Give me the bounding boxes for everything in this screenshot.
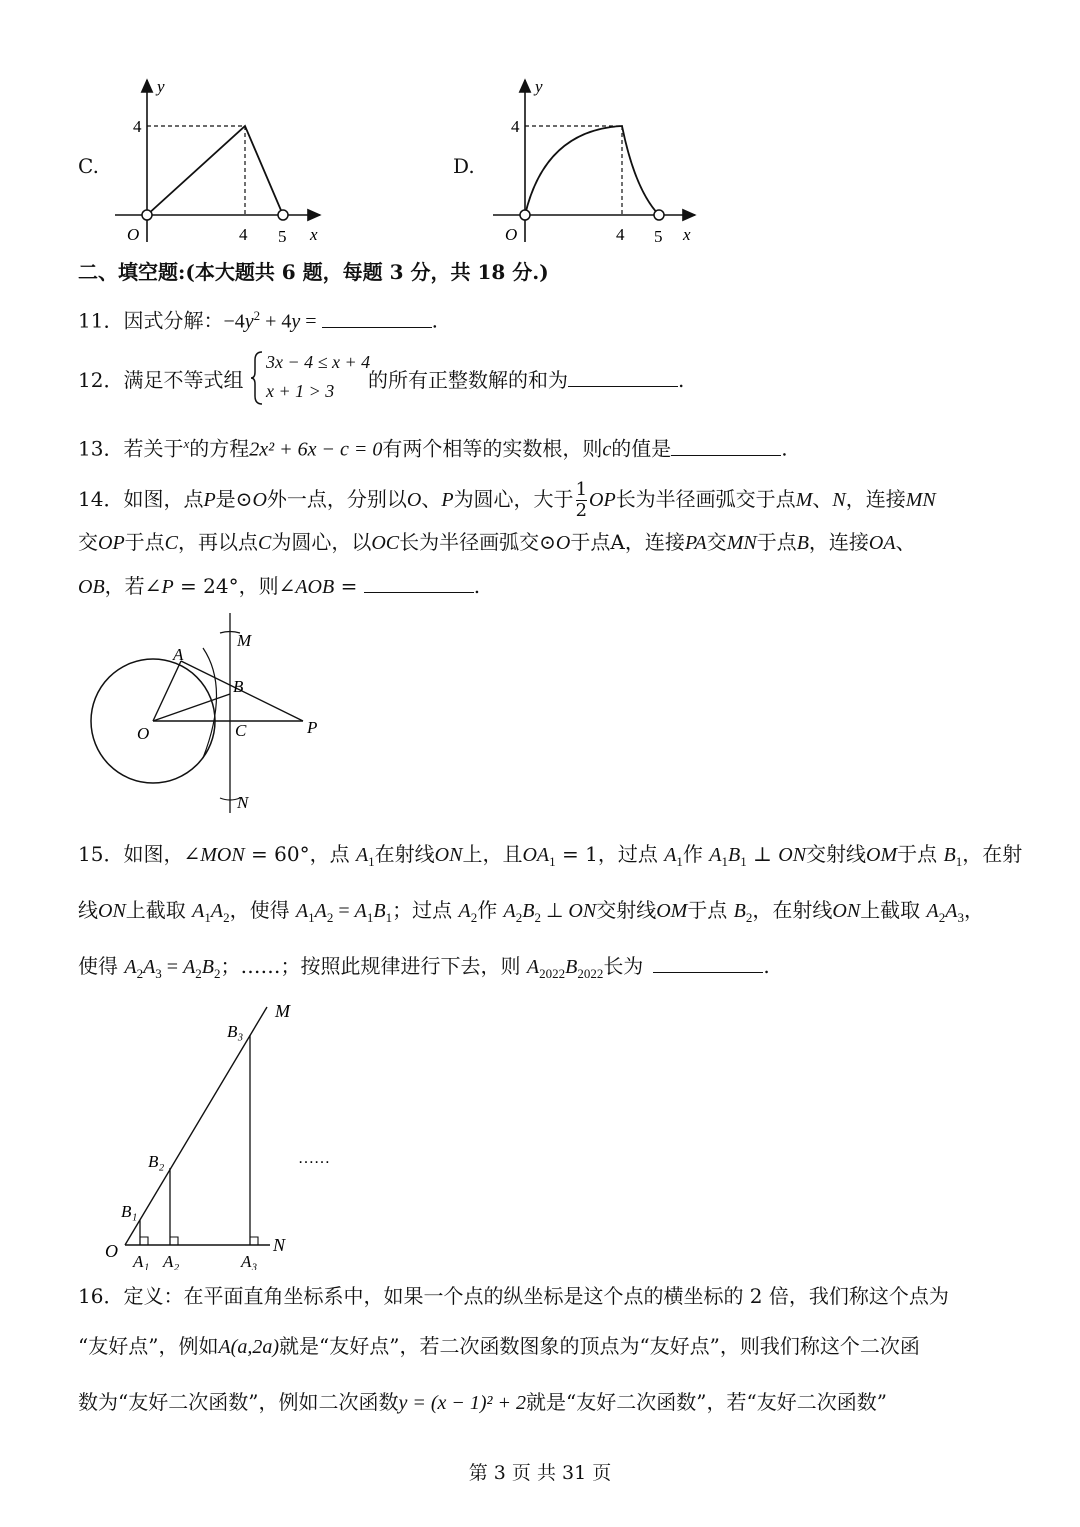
open-point-5 [654, 210, 664, 220]
section-heading: 二、填空题:(本大题共 6 题，每题 3 分，共 18 分.) [78, 260, 549, 284]
question-15-line-1: 15．如图，∠MON = 60°，点 $A_1$在射线ON上，且$OA_1 = 1$，过点 $A_1$作 $A_1B_1$ ⊥ ON交射线OM于点 $B_1$，在射 [78, 842, 1023, 869]
label-o: O [105, 1241, 118, 1261]
label-a2: A₂ [163, 1252, 180, 1270]
page-footer: 第 3 页 共 31 页 [468, 1462, 612, 1484]
y-label: y [157, 77, 165, 96]
option-d-label: D. [453, 154, 475, 178]
open-point-origin [142, 210, 152, 220]
origin-label: O [505, 225, 518, 244]
option-c-graph [105, 70, 335, 250]
label-b3: B₃ [227, 1022, 244, 1041]
label-m: M [237, 631, 252, 650]
x-tick-4: 4 [616, 225, 625, 244]
label-b: B [233, 677, 244, 696]
x-label: x [683, 225, 691, 244]
label-a3: A₃ [241, 1252, 258, 1270]
figure-14 [85, 608, 345, 818]
label-p: P [307, 718, 318, 737]
question-14-line-3: OB，若∠P = 24°，则∠AOB = . [78, 574, 481, 598]
answer-blank[interactable] [568, 368, 678, 387]
x-tick-4: 4 [239, 225, 248, 244]
label-a: A [173, 645, 184, 664]
ineq-line-2: x + 1 > 3 [266, 381, 335, 401]
label-c: C [235, 721, 247, 740]
label-b1: B₁ [121, 1202, 138, 1221]
open-point-origin [520, 210, 530, 220]
question-15-line-3: 使得 $A_2A_3 = A_2B_2$；……；按照此规律进行下去，则 $A_{2022}B_{2022}$长为 . [78, 954, 770, 981]
brace-icon [250, 350, 264, 406]
question-12: 12．满足不等式组 [78, 368, 244, 392]
answer-blank[interactable] [671, 437, 781, 456]
segment-ob [153, 694, 230, 721]
ineq-line-1: 3x − 4 ≤ x + 4 [266, 352, 371, 372]
y-tick-4: 4 [511, 117, 520, 136]
question-13: 13．若关于$^x$的方程2x² + 6x − c = 0有两个相等的实数根，则c的值是 . [78, 436, 788, 461]
graph-d-curve [525, 126, 659, 215]
label-m: M [275, 1001, 290, 1021]
question-11: 11．因式分解：$-4y^2 + 4y$ = . [78, 308, 438, 333]
question-14-line-1: 14．如图，点P是⊙O外一点，分别以O、P为圆心，大于 $\frac{1}{2}$ OP长为半径画弧交于点M、N，连接MN [78, 479, 936, 521]
y-tick-4: 4 [133, 117, 142, 136]
right-angle-1 [140, 1237, 148, 1245]
open-point-5 [278, 210, 288, 220]
question-15-line-2: 线ON上截取 $A_1A_2$，使得 $A_1A_2 = A_1B_1$；过点 $A_2$作 $A_2B_2$ ⊥ ON交射线OM于点 $B_2$，在射线ON上截取 $A_2A_3$， [78, 898, 984, 925]
origin-label: O [127, 225, 140, 244]
question-16-line-1: 16．定义：在平面直角坐标系中，如果一个点的纵坐标是这个点的横坐标的 2 倍，我们称这个点为 [78, 1284, 949, 1308]
option-d-graph [485, 70, 715, 250]
label-n: N [237, 793, 249, 812]
x-tick-5: 5 [278, 227, 287, 246]
answer-blank[interactable] [322, 309, 432, 328]
x-tick-5: 5 [654, 227, 663, 246]
figure-15 [95, 995, 435, 1270]
label-n: N [273, 1235, 286, 1255]
ray-om [125, 1007, 267, 1245]
question-14-line-2: 交OP于点C，再以点C为圆心，以OC长为半径画弧交⊙O于点A，连接PA交MN于点B，连接OA、 [78, 530, 916, 554]
question-12-rest: 的所有正整数解的和为 . [368, 368, 685, 392]
continuation-dots: …… [298, 1150, 330, 1167]
right-angle-3 [250, 1237, 258, 1245]
y-label: y [535, 77, 543, 96]
answer-blank[interactable] [364, 574, 474, 593]
question-16-line-3: 数为“友好二次函数”，例如二次函数y = (x − 1)² + 2就是“友好二次函数”，若“友好二次函数” [78, 1390, 887, 1414]
graph-c-line [147, 126, 283, 215]
right-angle-2 [170, 1237, 178, 1245]
question-16-line-2: “友好点”，例如A(a,2a)就是“友好点”，若二次函数图象的顶点为“友好点”，则我们称这个二次函 [78, 1334, 920, 1358]
answer-blank[interactable] [653, 954, 763, 973]
label-o: O [137, 724, 150, 743]
label-b2: B₂ [148, 1152, 165, 1171]
label-a1: A₁ [133, 1252, 150, 1270]
x-label: x [310, 225, 318, 244]
option-c-label: C. [78, 154, 99, 178]
